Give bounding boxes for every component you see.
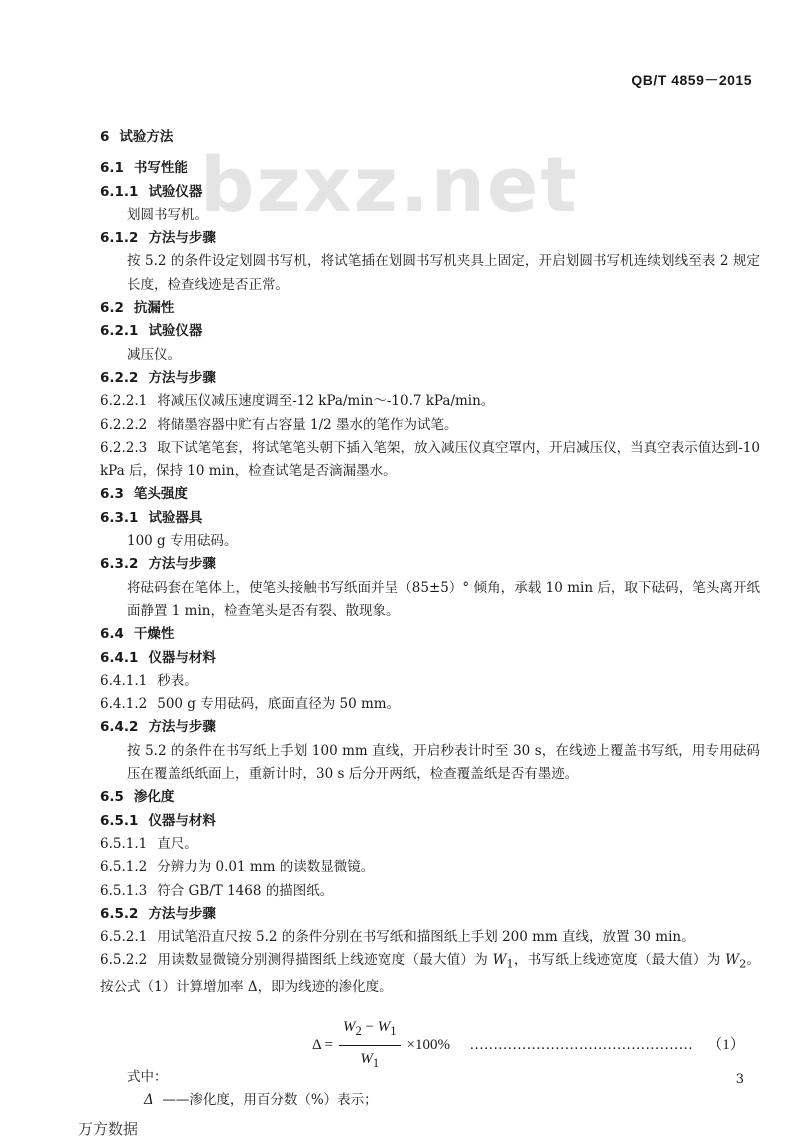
formula-multiplier: ×100% bbox=[406, 1036, 450, 1053]
subsection-heading: 6.2.1 试验仪器 bbox=[100, 323, 203, 340]
page-number: 3 bbox=[735, 1072, 744, 1087]
watermark: bzxz.net bbox=[200, 140, 579, 229]
clause: 6.2.2.1 将减压仪减压速度调至-12 kPa/min～-10.7 kPa/min。 bbox=[100, 393, 495, 410]
clause: 6.5.1.2 分辨力为 0.01 mm 的读数显微镜。 bbox=[100, 859, 375, 876]
paragraph: 减压仪。 bbox=[127, 346, 181, 363]
formula-lhs: Δ = bbox=[312, 1036, 334, 1053]
section-heading: 6.4 干燥性 bbox=[100, 626, 175, 643]
formula-denominator: $W_1$ bbox=[360, 1050, 380, 1070]
formula-leader-dots: ............................................... bbox=[469, 1036, 694, 1053]
clause: 6.4.1.2 500 g 专用砝码，底面直径为 50 mm。 bbox=[100, 696, 401, 713]
section-heading: 6.5 渗化度 bbox=[100, 789, 175, 806]
section-heading: 6.2 抗漏性 bbox=[100, 300, 175, 317]
clause: 6.5.1.3 符合 GB/T 1468 的描图纸。 bbox=[100, 882, 334, 899]
subsection-heading: 6.1.1 试验仪器 bbox=[100, 183, 203, 200]
where-definition: Δ ——渗化度，用百分数（%）表示； bbox=[144, 1091, 378, 1108]
paragraph: 100 g 专用砝码。 bbox=[127, 533, 238, 550]
clause: 6.2.2.2 将储墨容器中贮有占容量 1/2 墨水的笔作为试笔。 bbox=[100, 416, 458, 433]
section-heading: 6.1 书写性能 bbox=[100, 160, 188, 177]
clause: 6.5.2.2 用读数显微镜分别测得描图纸上线迹宽度（最大值）为 $W_1$，书写纸上线迹宽度（最大值）为 $W_2$。按公式（1）计算增加率 Δ，即为线迹的渗化度。 bbox=[100, 952, 761, 996]
footer-logo: 万方数据 bbox=[78, 1120, 139, 1138]
section-heading: 6.3 笔头强度 bbox=[100, 486, 188, 503]
document-body bbox=[100, 118, 760, 1112]
where-label: 式中： bbox=[127, 1068, 168, 1085]
clause: 6.4.1.1 秒表。 bbox=[100, 672, 198, 689]
section-heading: 6 试验方法 bbox=[100, 129, 174, 145]
clause: 6.5.1.1 直尺。 bbox=[100, 835, 198, 852]
formula bbox=[312, 1016, 745, 1076]
formula-numerator: $W_2 - W_1$ bbox=[339, 1016, 400, 1046]
document-code: QB/T 4859－2015 bbox=[631, 72, 752, 88]
equation-number: （1） bbox=[707, 1036, 745, 1053]
clause: 6.5.2.1 用试笔沿直尺按 5.2 的条件分别在书写纸和描图纸上手划 200 mm 直线，放置 30 min。 bbox=[100, 929, 695, 946]
paragraph: 按 5.2 的条件设定划圆书写机，将试笔插在划圆书写机夹具上固定，开启划圆书写机连续划线至表 2 规定长度，检查线迹是否正常。 bbox=[127, 253, 760, 293]
subsection-heading: 6.3.1 试验器具 bbox=[100, 509, 203, 526]
subsection-heading: 6.4.2 方法与步骤 bbox=[100, 719, 216, 736]
subsection-heading: 6.3.2 方法与步骤 bbox=[100, 556, 216, 573]
paragraph: 划圆书写机。 bbox=[127, 206, 208, 223]
clause: 6.2.2.3 取下试笔笔套，将试笔笔头朝下插入笔架，放入减压仪真空罩内，开启减压仪，当真空表示值达到-10 kPa 后，保持 10 min，检查试笔是否滴漏墨水。 bbox=[100, 439, 760, 480]
subsection-heading: 6.1.2 方法与步骤 bbox=[100, 230, 216, 247]
subsection-heading: 6.4.1 仪器与材料 bbox=[100, 649, 216, 666]
formula-block bbox=[100, 1004, 760, 1070]
paragraph: 将砝码套在笔体上，使笔头接触书写纸面并呈（85±5）° 倾角，承载 10 min 后，取下砝码，笔头离开纸面静置 1 min，检查笔头是否有裂、散现象。 bbox=[127, 579, 760, 619]
subsection-heading: 6.2.2 方法与步骤 bbox=[100, 369, 216, 386]
subsection-heading: 6.5.1 仪器与材料 bbox=[100, 812, 216, 829]
paragraph: 按 5.2 的条件在书写纸上手划 100 mm 直线，开启秒表计时至 30 s，在线迹上覆盖书写纸，用专用砝码压在覆盖纸纸面上，重新计时，30 s 后分开两纸，检查覆盖纸是否有墨迹。 bbox=[127, 742, 760, 783]
subsection-heading: 6.5.2 方法与步骤 bbox=[100, 905, 216, 922]
formula-fraction bbox=[339, 1016, 400, 1076]
